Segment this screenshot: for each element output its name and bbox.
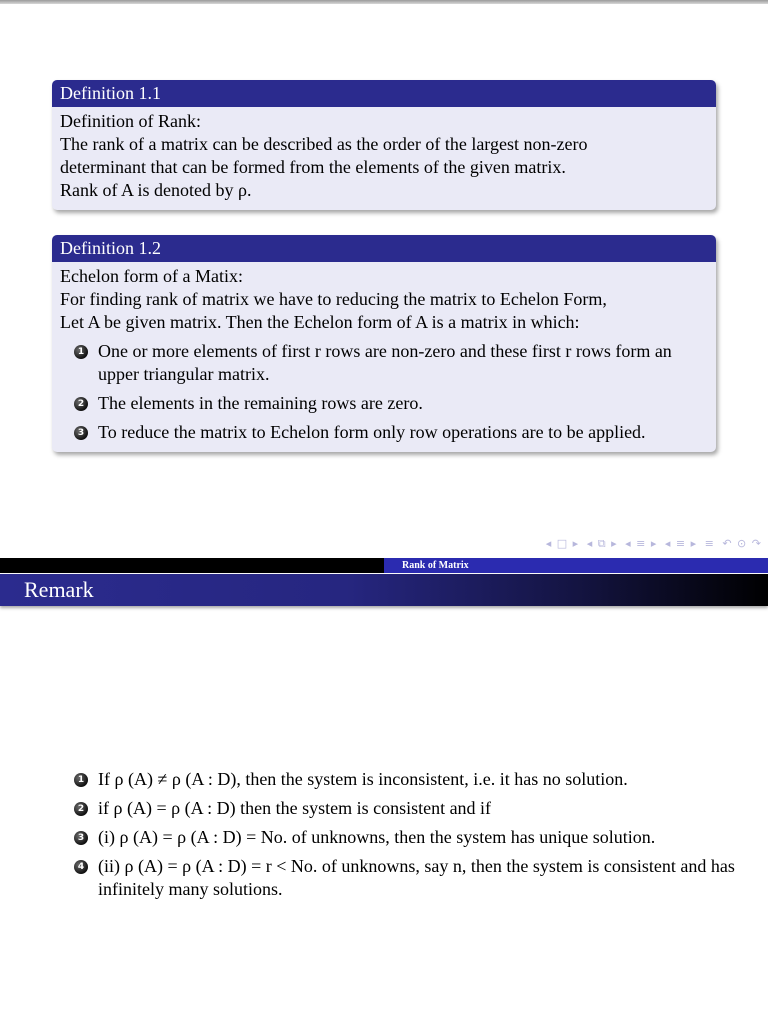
definition-line: For finding rank of matrix we have to reducing the matrix to Echelon Form, — [60, 289, 607, 309]
enum-ball-icon: 4 — [74, 860, 88, 874]
definition-title: Definition 1.2 — [52, 235, 716, 262]
enum-ball-icon: 1 — [74, 773, 88, 787]
list-item: 2 if ρ (A) = ρ (A : D) then the system is consistent and if — [60, 797, 740, 820]
definition-block-2 — [52, 235, 716, 452]
list-item: 1 If ρ (A) ≠ ρ (A : D), then the system is inconsistent, i.e. it has no solution. — [60, 768, 740, 791]
definition-line: determinant that can be formed from the elements of the given matrix. — [60, 157, 566, 177]
definition-line: Rank of A is denoted by ρ. — [60, 180, 252, 200]
list-item: 3 To reduce the matrix to Echelon form only row operations are to be applied. — [60, 421, 708, 444]
enum-ball-icon: 3 — [74, 426, 88, 440]
nav-section-icon[interactable]: ◂ ≡ ▸ — [625, 537, 658, 550]
enum-ball-icon: 1 — [74, 345, 88, 359]
frame-title-bar — [0, 574, 768, 606]
top-rule — [0, 0, 768, 4]
list-item: 1 One or more elements of first r rows are non-zero and these first r rows form an upper triangular matrix. — [60, 340, 708, 386]
enum-ball-icon: 3 — [74, 831, 88, 845]
definition-line: Definition of Rank: — [60, 111, 201, 131]
nav-subsection-list-icon[interactable]: ◂ ≡ ▸ — [664, 537, 698, 550]
enum-ball-icon: 2 — [74, 397, 88, 411]
list-item: 2 The elements in the remaining rows are zero. — [60, 392, 708, 415]
definition-block-1 — [52, 80, 716, 210]
footline — [0, 558, 768, 573]
definition-line: The rank of a matrix can be described as the order of the largest non-zero — [60, 134, 588, 154]
remark-list — [60, 768, 740, 907]
definition-line: Echelon form of a Matix: — [60, 266, 243, 286]
list-item: 4 (ii) ρ (A) = ρ (A : D) = r < No. of unknowns, say n, then the system is consistent and has infinitely many solutions. — [60, 855, 740, 901]
frame-title: Remark — [24, 577, 94, 602]
nav-toc-icon[interactable]: ≡ — [704, 537, 715, 550]
definition-body — [52, 107, 716, 210]
list-item: 3 (i) ρ (A) = ρ (A : D) = No. of unknowns, then the system has unique solution. — [60, 826, 740, 849]
enum-ball-icon: 2 — [74, 802, 88, 816]
nav-back-search-forward-icon[interactable]: ↶ ⊙ ↷ — [722, 537, 762, 550]
echelon-conditions-list — [60, 340, 708, 444]
definition-title: Definition 1.1 — [52, 80, 716, 107]
definition-body — [52, 262, 716, 452]
nav-subsection-icon[interactable]: ◂ ⧉ ▸ — [586, 537, 618, 550]
footer-title: Rank of Matrix — [402, 560, 469, 571]
definition-line: Let A be given matrix. Then the Echelon form of A is a matrix in which: — [60, 312, 580, 332]
nav-frame-icon[interactable]: ◂ □ ▸ — [545, 537, 580, 550]
navigation-symbols[interactable] — [543, 537, 762, 553]
